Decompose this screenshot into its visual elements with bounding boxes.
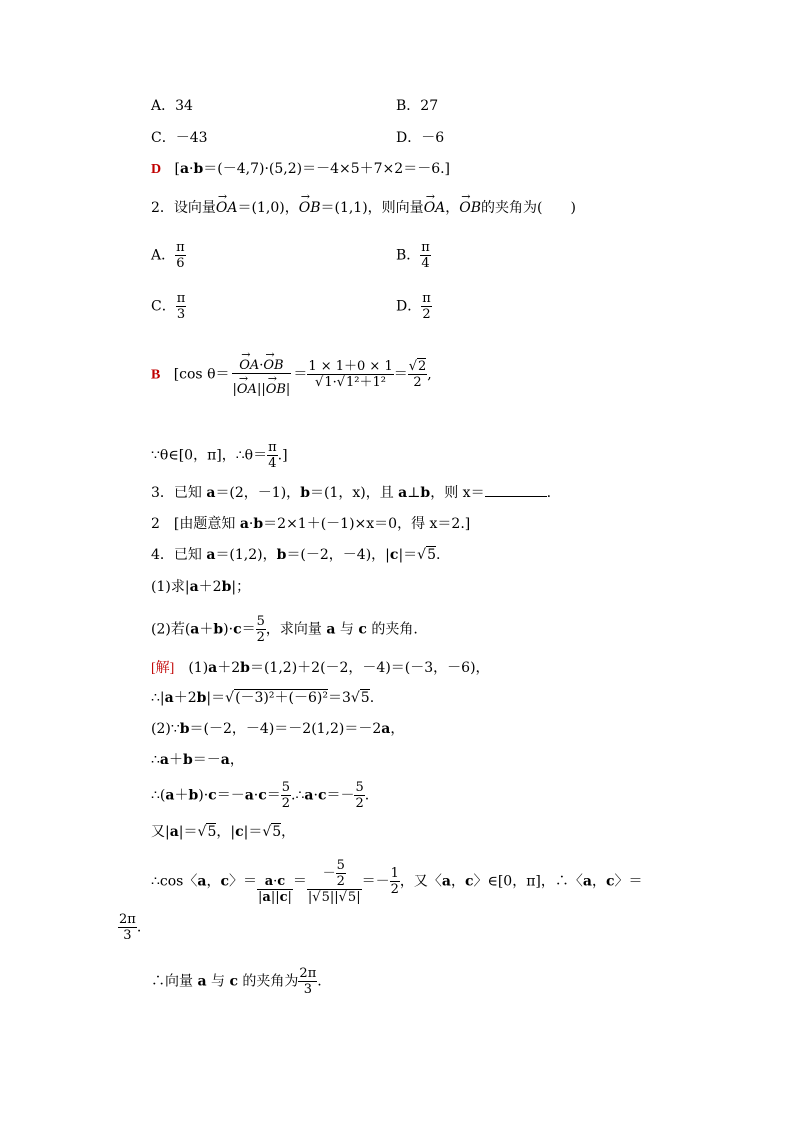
solution-step-4: ∴a＋b＝－a， (151, 752, 244, 768)
solution-step-8: $\frac{2\pi}{3}$ . (119, 912, 142, 943)
fraction: $\frac{a\cdot c}{|a||c|}$ (257, 874, 292, 905)
answer-key: D (151, 162, 162, 177)
solution-label: [解] (151, 661, 175, 676)
q2-solution-2: ∵θ∈[0，π]，∴θ＝ $\frac{\pi}{4}$ .] (151, 440, 288, 471)
vector-oa: → OA (216, 198, 238, 218)
q2-option-d: D． $\frac{\pi}{2}$ (396, 291, 431, 322)
answer-blank (485, 484, 547, 497)
q2-stem: 2．设向量→ OA＝(1,0)，→ OB＝(1,1)，则向量→ OA，→ OB的夹角为( ) (151, 198, 576, 218)
solution-step-3: (2)∵b＝(－2，－4)＝－2(1,2)＝－2a， (151, 721, 405, 737)
fraction: $\frac{\pi}{3}$ (176, 291, 186, 322)
fraction: $\frac{5}{2}$ (281, 780, 291, 811)
fraction: $\frac{\pi}{6}$ (176, 240, 185, 271)
option-c: C．－43 (151, 130, 208, 146)
q3-stem: 3．已知 a＝(2，－1)，b＝(1，x)，且 a⊥b，则 x＝ . (151, 485, 552, 501)
fraction: $\frac{1}{2}$ (390, 866, 399, 897)
q1-answer: D [a·b＝(－4,7)·(5,2)＝－4×5＋7×2＝－6.] (151, 161, 451, 177)
q4-part1: (1)求|a＋2b|； (151, 579, 251, 595)
fraction: $\frac{\pi}{2}$ (422, 291, 431, 322)
q2-option-b: B． $\frac{\pi}{4}$ (396, 240, 430, 271)
q2-option-a: A． $\frac{\pi}{6}$ (151, 240, 185, 271)
fraction: $\frac{5}{2}$ (256, 614, 265, 645)
fraction: $\frac{2\pi}{3}$ (299, 966, 317, 997)
solution-step-5: ∴(a＋b)·c＝－a·c＝ $\frac{5}{2}$ .∴a·c＝－ $\frac{5}{2}$ . (151, 780, 370, 811)
q4-stem: 4．已知 a＝(1,2)，b＝(－2，－4)，|c|＝√5. (151, 547, 441, 563)
solution-conclusion: ∴向量 a 与 c 的夹角为 $\frac{2\pi}{3}$ . (151, 966, 322, 997)
q3-answer: 2 [由题意知 a·b＝2×1＋(－1)×x＝0，得 x＝2.] (151, 516, 471, 532)
fraction: $\frac{2\pi}{3}$ (119, 912, 136, 943)
fraction: $\frac{1 \times 1+0 \times 1}{\text{√1·√1²＋1²}}$ (308, 359, 393, 390)
vector-ob: → OB (299, 198, 321, 218)
solution-step-2: ∴|a＋2b|＝√(－3)²＋(－6)²＝3√5. (151, 690, 375, 706)
q4-part2: (2)若(a＋b)·c＝ $\frac{5}{2}$ ，求向量 a 与 c 的夹角. (151, 614, 418, 645)
option-d: D．－6 (396, 130, 445, 146)
solution-step-7: ∴cos〈a，c〉＝ $\frac{a\cdot c}{|a||c|}$ ＝ － $\frac{5}{2}$ |√5||√5| ＝－ $\frac{1}{2}$ ，又〈a，c〉∈[0，π]，∴〈a，c〉＝ (151, 858, 643, 905)
q2-solution: B [cos θ＝ → $\frac{OA\cdot\to OB}{|\to OA||\to OB|}$ ＝ $\frac{1 \times 1+0 \times 1}{\text{√1·√1²＋1²}}$ ＝ $\frac{√2}{2}$ , (151, 352, 432, 397)
fraction: $\frac{\pi}{4}$ (268, 440, 277, 471)
fraction: － $\frac{5}{2}$ |√5||√5| (307, 858, 361, 905)
fraction: → $\frac{OA\cdot\to OB}{|\to OA||\to OB|}$ (232, 352, 292, 397)
fraction: $\frac{5}{2}$ (355, 780, 364, 811)
answer-key: B (151, 367, 161, 383)
q2-option-c: C． $\frac{\pi}{3}$ (151, 291, 186, 322)
fraction: $\frac{\pi}{4}$ (421, 240, 430, 271)
option-b: B．27 (396, 98, 439, 114)
fraction: $\frac{√2}{2}$ (408, 359, 427, 390)
option-a: A．34 (151, 98, 193, 114)
solution-step-1: [解] (1)a＋2b＝(1,2)＋2(－2，－4)＝(－3，－6)， (151, 660, 490, 676)
solution-step-6: 又|a|＝√5，|c|＝√5， (151, 824, 296, 840)
